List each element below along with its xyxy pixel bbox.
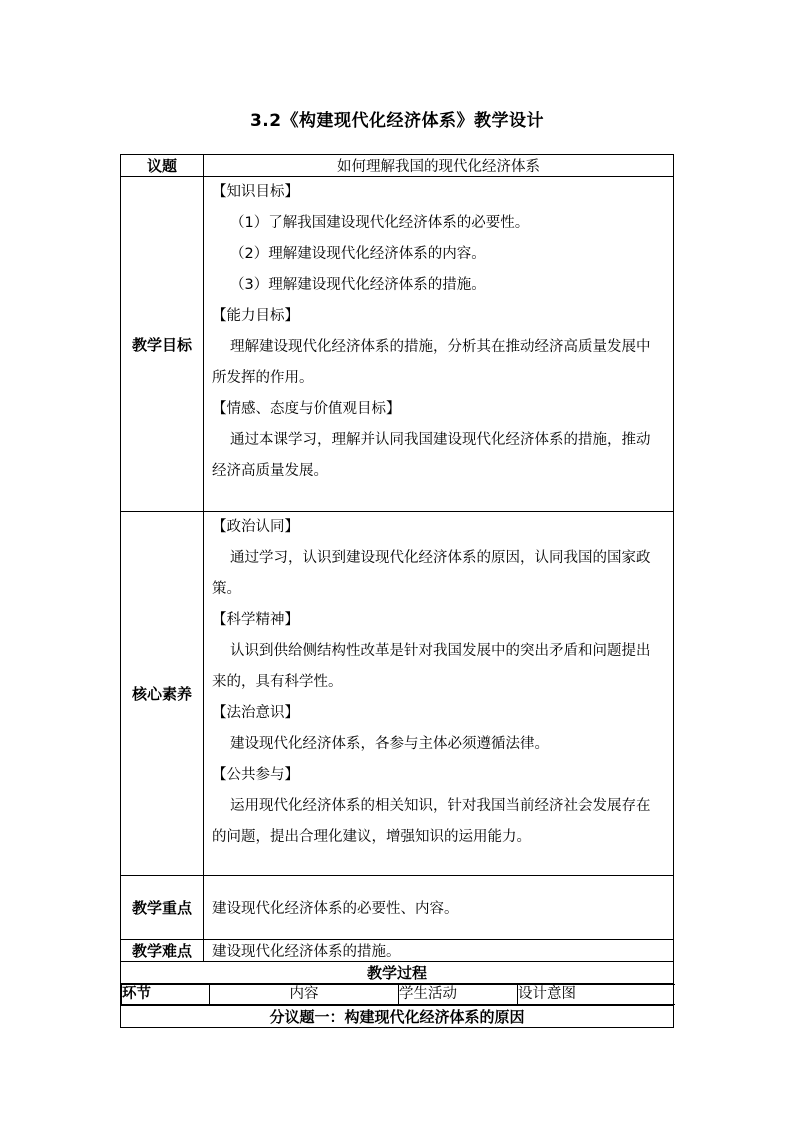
science-text: 认识到供给侧结构性改革是针对我国发展中的突出矛盾和问题提出来的，具有科学性。 [212,643,651,690]
process-header-row [121,962,674,984]
knowledge-goal-heading: 【知识目标】 [212,184,299,200]
process-header: 教学过程 [121,962,674,984]
column-header-content: 内容 [210,985,399,1005]
knowledge-goal-item: （2）理解建设现代化经济体系的内容。 [230,246,486,262]
ability-goal-heading: 【能力目标】 [212,308,299,324]
goals-label: 教学目标 [121,177,204,512]
goals-content [204,177,674,512]
column-header-design-intent: 设计意图 [518,985,675,1005]
law-text: 建设现代化经济体系，各参与主体必须遵循法律。 [230,736,549,752]
topic-row [121,155,674,177]
subtopic-row [121,1006,674,1028]
difficult-point-row [121,940,674,962]
goals-row [121,177,674,512]
column-header-student-activity: 学生活动 [399,985,518,1005]
topic-value: 如何理解我国的现代化经济体系 [204,155,674,177]
emotion-goal-heading: 【情感、态度与价值观目标】 [212,401,401,417]
topic-label: 议题 [121,155,204,177]
difficult-point-label: 教学难点 [121,940,204,962]
subtopic-title: 分议题一：构建现代化经济体系的原因 [121,1006,674,1028]
column-header-stage: 环节 [122,985,210,1005]
key-point-value: 建设现代化经济体系的必要性、内容。 [204,876,674,940]
science-heading: 【科学精神】 [212,612,299,628]
law-heading: 【法治意识】 [212,705,299,721]
key-point-label: 教学重点 [121,876,204,940]
ability-goal-text: 理解建设现代化经济体系的措施，分析其在推动经济高质量发展中所发挥的作用。 [212,339,651,386]
literacy-row [121,512,674,876]
literacy-label: 核心素养 [121,512,204,876]
process-columns-row [121,984,674,1006]
lesson-plan-table [120,154,674,1028]
knowledge-goal-item: （3）理解建设现代化经济体系的措施。 [230,277,486,293]
document-title: 3.2《构建现代化经济体系》教学设计 [249,111,545,131]
emotion-goal-text: 通过本课学习，理解并认同我国建设现代化经济体系的措施，推动经济高质量发展。 [212,432,651,479]
key-point-row [121,876,674,940]
literacy-content [204,512,674,876]
public-text: 运用现代化经济体系的相关知识，针对我国当前经济社会发展存在的问题，提出合理化建议，增强知识的运用能力。 [212,798,651,845]
difficult-point-value: 建设现代化经济体系的措施。 [204,940,674,962]
process-columns [121,984,675,1005]
public-heading: 【公共参与】 [212,767,299,783]
political-text: 通过学习，认识到建设现代化经济体系的原因，认同我国的国家政策。 [212,550,651,597]
knowledge-goal-item: （1）了解我国建设现代化经济体系的必要性。 [230,215,530,231]
political-heading: 【政治认同】 [212,519,299,535]
